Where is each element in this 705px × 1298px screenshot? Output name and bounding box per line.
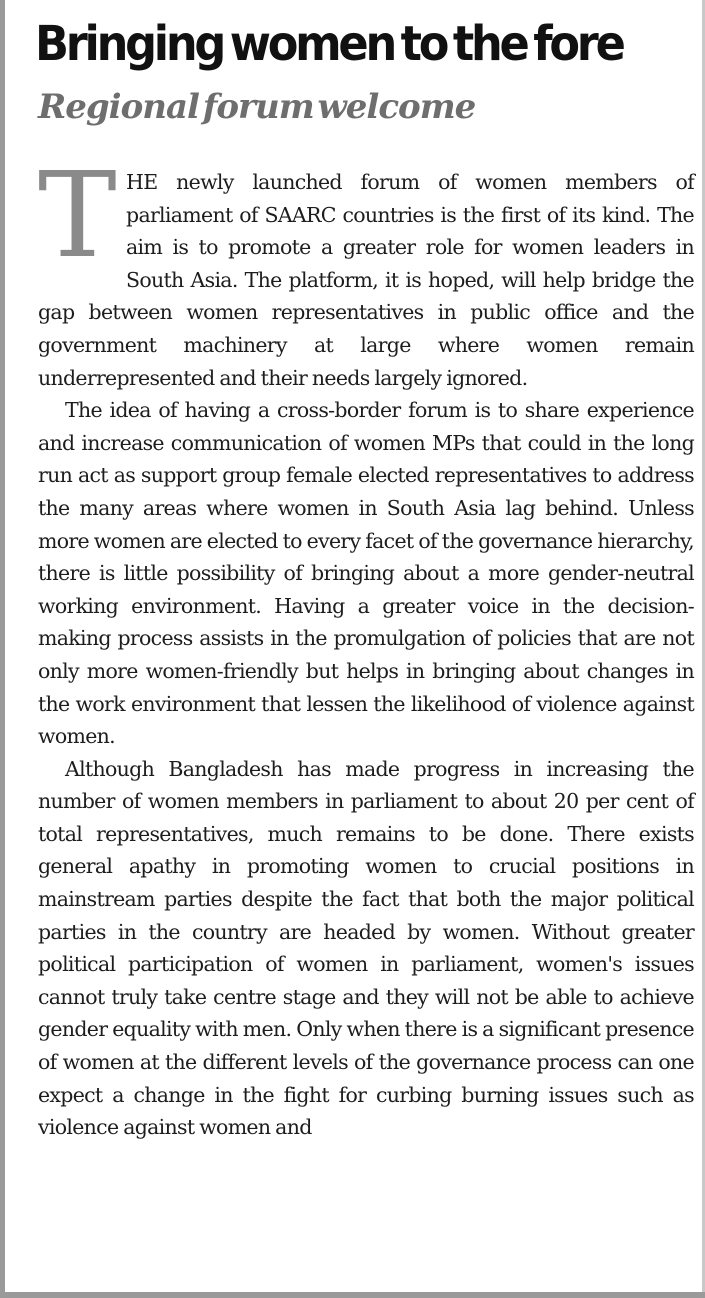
subheadline: Regional forum welcome <box>38 87 476 127</box>
headline: Bringing women to the fore <box>35 16 623 72</box>
paragraph-2: The idea of having a cross-border forum is to share experience and increase communication of women MPs that could in the long run act as support group female elected representatives to address the many areas where women in South Asia lag behind. Unless more women are elected to every facet of the governance hierarchy, there is little possibility of bringing about a more gender-neutral working environment. Having a greater voice in the decision-making process assists in the promulgation of policies that are not only more women-friendly but helps in bringing about changes in the work environment that lessen the likelihood of violence against women. <box>38 398 694 749</box>
paragraph-1-text: HE newly launched forum of women members of parliament of SAARC countries is the first of its kind. The aim is to promote a greater role for women leaders in South Asia. The platform, it is hoped, will help bridge the gap between women representatives in public office and the government machinery at large where women remain underrepresented and their needs largely ignored. <box>38 170 694 390</box>
drop-cap: T <box>38 146 117 284</box>
article-body <box>38 146 694 1144</box>
paragraph-3: Although Bangladesh has made progress in increasing the number of women members in parliament to about 20 per cent of total representatives, much remains to be done. There exists general apathy in promoting women to crucial positions in mainstream parties despite the fact that both the major political parties in the country are headed by women. Without greater political participation of women in parliament, women's issues cannot truly take centre stage and they will not be able to achieve gender equality with men. Only when there is a significant presence of women at the different levels of the governance process can one expect a change in the fight for curbing burning issues such as violence against women and <box>38 756 694 1140</box>
paragraph-1 <box>38 146 694 394</box>
